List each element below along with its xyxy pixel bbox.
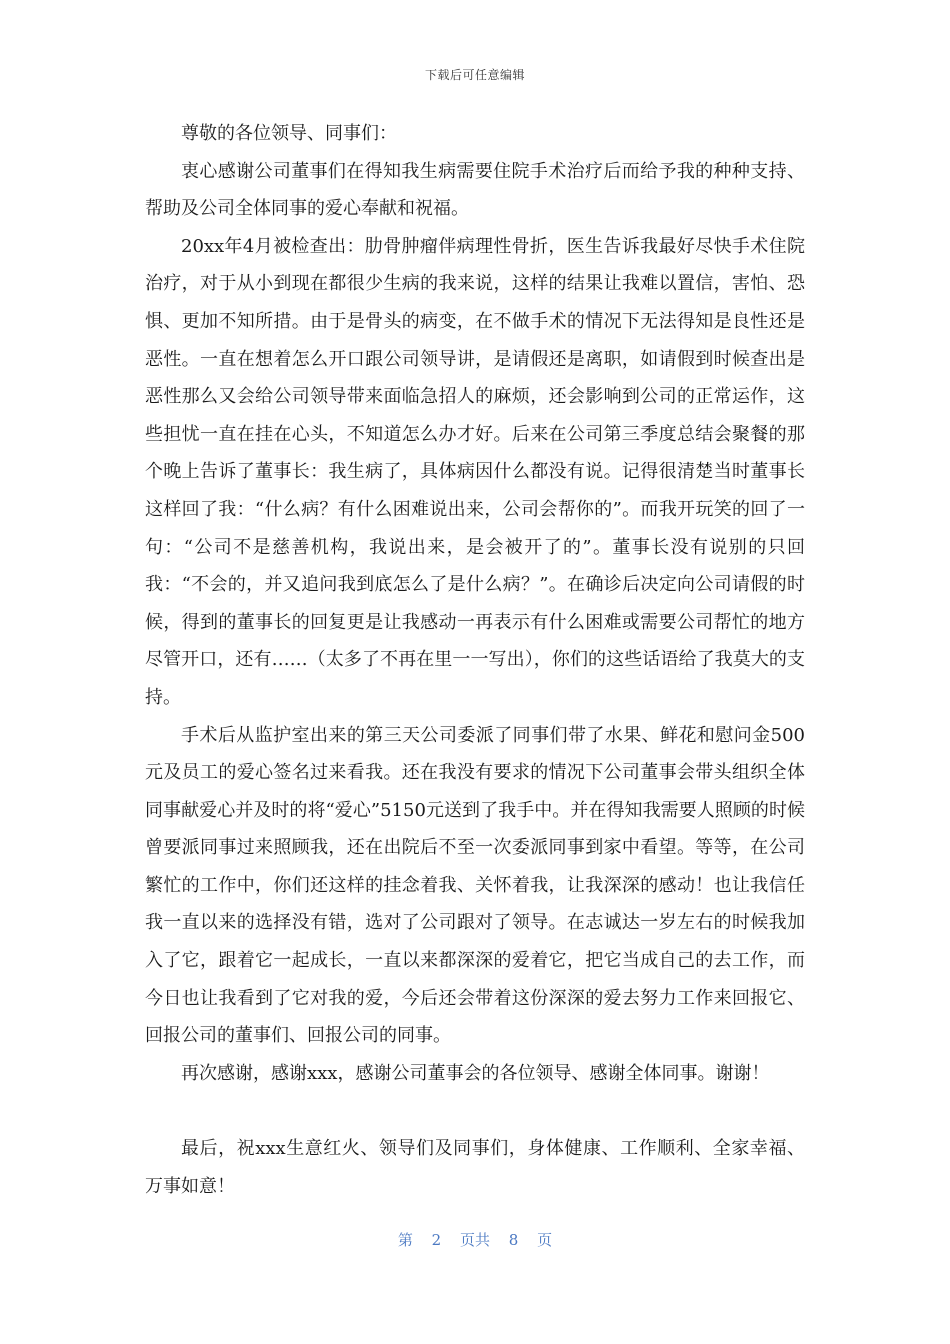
- blank-line: [145, 1092, 805, 1130]
- paragraph-gratitude: 衷心感谢公司董事们在得知我生病需要住院手术治疗后而给予我的种种支持、帮助及公司全体同事的爱心奉献和祝福。: [145, 160, 805, 220]
- document-body: [145, 115, 805, 1205]
- paragraph-thanks: 再次感谢，感谢xxx，感谢公司董事会的各位领导、感谢全体同事。谢谢！: [181, 1062, 770, 1084]
- page-number: 第 2 页共 8 页: [397, 1231, 553, 1249]
- salutation: 尊敬的各位领导、同事们：: [181, 123, 397, 144]
- paragraph-diagnosis: 20xx年4月被检查出：肋骨肿瘤伴病理性骨折，医生告诉我最好尽快手术住院治疗，对于从小到现在都很少生病的我来说，这样的结果让我难以置信，害怕、恐惧、更加不知所措。由于是骨头的病变，在不做手术的情况下无法得知是良性还是恶性。一直在想着怎么开口跟公司领导讲，是请假还是离职，如请假到时候查出是恶性那么又会给公司领导带来面临急招人的麻烦，还会影响到公司的正常运作，这些担忧一直在挂在心头，不知道怎么办才好。后来在公司第三季度总结会聚餐的那个晚上告诉了董事长：我生病了，具体病因什么都没有说。记得很清楚当时董事长这样回了我：“什么病？有什么困难说出来，公司会帮你的”。而我开玩笑的回了一句：“公司不是慈善机构，我说出来，是会被开了的”。董事长没有说别的只回我：“不会的，并又追问我到底怎么了是什么病？”。在确诊后决定向公司请假的时候，得到的董事长的回复更是让我感动一再表示有什么困难或需要公司帮忙的地方尽管开口，还有……（太多了不再在里一一写出），你们的这些话语给了我莫大的支持。: [145, 235, 805, 708]
- paragraph-support: 手术后从监护室出来的第三天公司委派了同事们带了水果、鲜花和慰问金500元及员工的爱心签名过来看我。还在我没有要求的情况下公司董事会带头组织全体同事献爱心并及时的将“爱心”5150元送到了我手中。并在得知我需要人照顾的时候曾要派同事过来照顾我，还在出院后不至一次委派同事到家中看望。等等，在公司繁忙的工作中，你们还这样的挂念着我、关怀着我，让我深深的感动！也让我信任我一直以来的选择没有错，选对了公司跟对了领导。在志诚达一岁左右的时候我加入了它，跟着它一起成长，一直以来都深深的爱着它，把它当成自己的去工作，而今日也让我看到了它对我的爱，今后还会带着这份深深的爱去努力工作来回报它、回报公司的董事们、回报公司的同事。: [145, 724, 805, 1047]
- closing-paragraph: 最后，祝xxx生意红火、领导们及同事们，身体健康、工作顺利、全家幸福、万事如意！: [145, 1138, 805, 1197]
- page-header: 下载后可任意编辑: [424, 68, 525, 82]
